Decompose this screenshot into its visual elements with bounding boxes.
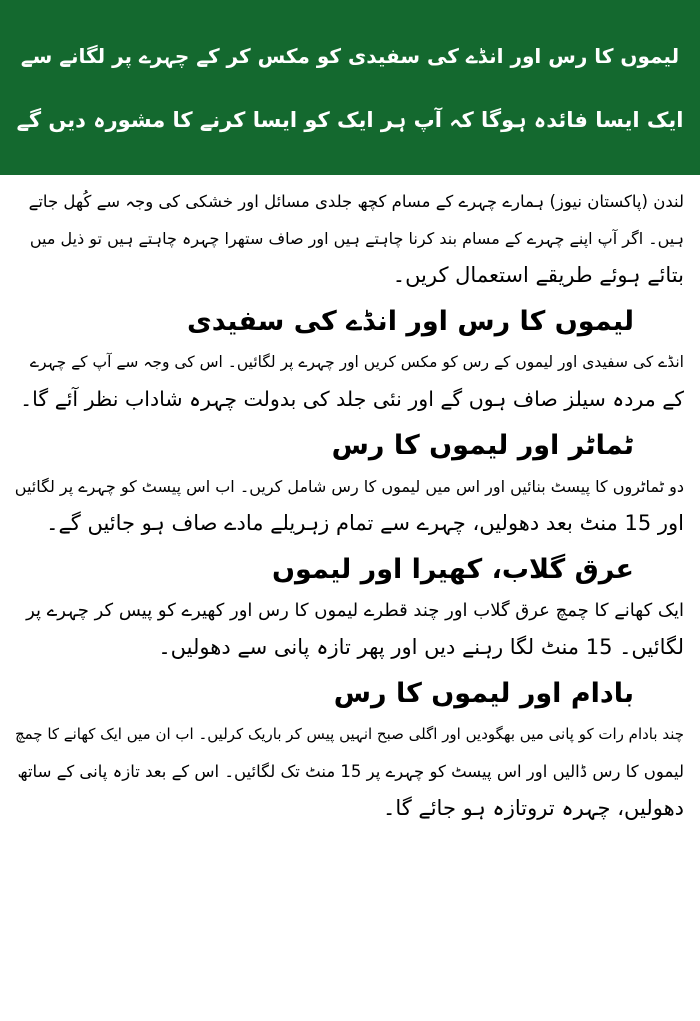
section-tomato-lemon xyxy=(14,424,684,542)
section-line: دو ٹماٹروں کا پیسٹ بنائیں اور اس میں لیموں کا رس شامل کریں۔ اب اس پیسٹ کو چہرے پر لگائیں xyxy=(14,477,684,496)
section-heading: بادام اور لیموں کا رس xyxy=(333,678,634,709)
intro-line: لندن (پاکستان نیوز) ہمارے چہرے کے مسام کچھ جلدی مسائل اور خشکی کی وجہ سے کُھل جاتے xyxy=(28,192,684,211)
section-almond-lemon xyxy=(14,672,684,827)
headline-line-2: ایک ایسا فائدہ ہوگا کہ آپ ہر ایک کو ایسا کرنے کا مشورہ دیں گے xyxy=(16,107,684,132)
article-body xyxy=(0,175,700,827)
section-heading: ٹماٹر اور لیموں کا رس xyxy=(331,430,634,461)
section-line: ایک کھانے کا چمچ عرق گلاب اور چند قطرے لیموں کا رس اور کھیرے کو پیس کر چہرے پر xyxy=(26,600,684,621)
section-line: دھولیں، چہرہ تروتازہ ہو جائے گا۔ xyxy=(383,796,684,820)
headline-line-1: لیموں کا رس اور انڈے کی سفیدی کو مکس کر کے چہرے پر لگانے سے xyxy=(20,43,680,68)
section-line: انڈے کی سفیدی اور لیموں کے رس کو مکس کریں اور چہرے پر لگائیں۔ اس کی وجہ سے آپ کے چہرے xyxy=(29,353,684,371)
section-line: اور 15 منٹ بعد دھولیں، چہرے سے تمام زہریلے مادے صاف ہو جائیں گے۔ xyxy=(46,511,684,535)
intro-paragraph xyxy=(14,183,684,294)
section-line: کے مردہ سیلز صاف ہوں گے اور نئی جلد کی بدولت چہرہ شاداب نظر آئے گا۔ xyxy=(20,387,684,411)
section-lemon-egg-white xyxy=(14,300,684,418)
section-line: لگائیں۔ 15 منٹ لگا رہنے دیں اور پھر تازہ پانی سے دھولیں۔ xyxy=(158,635,684,659)
section-line: چند بادام رات کو پانی میں بھگودیں اور اگلی صبح انہیں پیس کر باریک کرلیں۔ اب ان میں ایک کھانے کا چمچ xyxy=(14,725,684,743)
section-heading: لیموں کا رس اور انڈے کی سفیدی xyxy=(186,306,634,337)
section-rosewater-cucumber-lemon xyxy=(14,548,684,666)
headline-banner xyxy=(0,0,700,175)
section-line: لیموں کا رس ڈالیں اور اس پیسٹ کو چہرے پر 15 منٹ تک لگائیں۔ اس کے بعد تازہ پانی کے ساتھ xyxy=(17,762,684,781)
intro-line: ہیں۔ اگر آپ اپنے چہرے کے مسام بند کرنا چاہتے ہیں اور صاف ستھرا چہرہ چاہتے ہیں تو ذیل میں xyxy=(29,229,684,248)
section-heading: عرق گلاب، کھیرا اور لیموں xyxy=(272,554,634,585)
intro-line: بتائے ہوئے طریقے استعمال کریں۔ xyxy=(392,263,684,287)
